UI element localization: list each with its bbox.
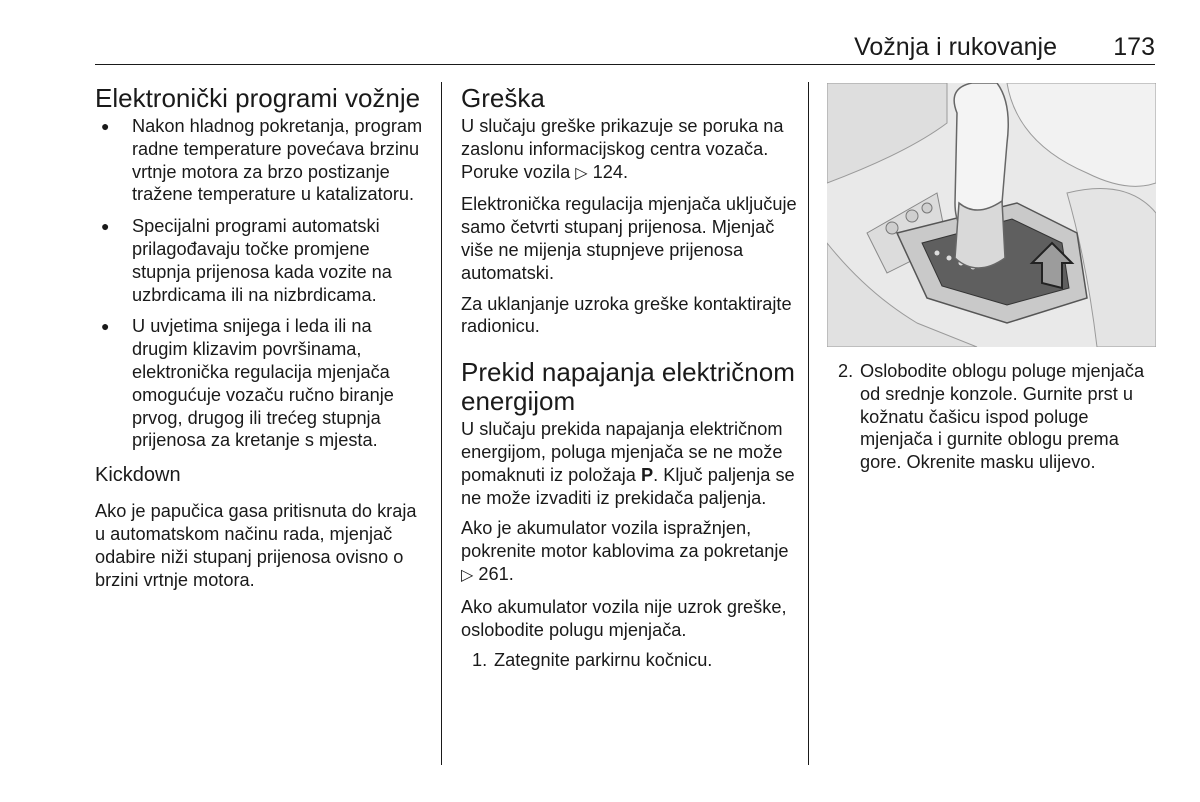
kickdown-paragraph: Ako je papučica gasa pritisnuta do kraja u automatskom načinu rada, mjenjač odabire niži stupanj prijenosa ovisno o brzini vrtnje motora. bbox=[95, 501, 417, 590]
header-title: Vožnja i rukovanje bbox=[854, 33, 1057, 61]
step-item bbox=[838, 360, 1156, 474]
subheading-kickdown: Kickdown bbox=[95, 464, 181, 487]
page-number: 173 bbox=[1113, 33, 1155, 61]
paragraph-text: Ako je akumulator vozila ispražnjen, pokrenite motor kablovima za pokretanje bbox=[461, 518, 789, 562]
column-2 bbox=[461, 84, 801, 672]
page-ref-icon: ▷ bbox=[461, 566, 474, 584]
paragraph-text: U slučaju prekida napajanja električnom energijom, poluga mjenjača se ne može pomaknuti iz položaja bbox=[461, 419, 783, 485]
gear-lever-illustration bbox=[827, 83, 1156, 347]
paragraph-text: . Ključ paljenja se ne može izvaditi iz prekidača paljenja. bbox=[461, 464, 795, 508]
fault-paragraph bbox=[461, 115, 801, 185]
step-list bbox=[838, 360, 1156, 474]
section-heading-driving-programs: Elektronički programi vožnje bbox=[95, 83, 421, 113]
column-3 bbox=[838, 360, 1156, 474]
bullet-item: ● Nakon hladnog pokretanja, program radne temperature povećava brzinu vrtnje motora za brzo postizanje tražene temperature u katalizatoru. bbox=[95, 115, 430, 206]
bullet-list bbox=[95, 115, 430, 452]
page-ref[interactable]: 261. bbox=[478, 563, 514, 584]
bullet-item: ● U uvjetima snijega i leda ili na drugim klizavim površinama, elektronička regulacija mjenjača omogućuje vozaču ručno biranje prvog, drugog ili trećeg stupnja prijenosa za kretanje s mjesta. bbox=[95, 315, 430, 452]
section-heading-power-failure: Prekid napajanja električnom energijom bbox=[461, 357, 795, 417]
paragraph: Za uklanjanje uzroka greške kontaktirajte radionicu. bbox=[461, 293, 792, 337]
column-1 bbox=[95, 84, 430, 599]
paragraph: Elektronička regulacija mjenjača uključuje samo četvrti stupanj prijenosa. Mjenjač više ne mijenja stupnjeve prijenosa automatski. bbox=[461, 194, 797, 283]
header-divider bbox=[95, 64, 1155, 65]
bullet-item: ● Specijalni programi automatski prilagođavaju točke promjene stupnja prijenosa kada vozite na uzbrdicama ili na nizbrdicama. bbox=[95, 215, 430, 306]
step-item bbox=[472, 649, 801, 672]
page-ref[interactable]: 124. bbox=[592, 161, 629, 182]
column-divider-2 bbox=[808, 82, 809, 765]
section-heading-fault: Greška bbox=[461, 83, 545, 113]
step-text: Oslobodite oblogu poluge mjenjača od srednje konzole. Gurnite prst u kožnatu čašicu ispod poluge mjenjača i gurnite oblogu prema gore. Okrenite masku ulijevo. bbox=[860, 361, 1145, 473]
page-ref-icon: ▷ bbox=[575, 164, 588, 182]
column-divider-1 bbox=[441, 82, 442, 765]
fault-text: U slučaju greške prikazuje se poruka na zaslonu informacijskog centra vozača. Poruke vozila bbox=[461, 116, 784, 182]
step-text: Zategnite parkirnu kočnicu. bbox=[494, 650, 713, 671]
battery-paragraph bbox=[461, 517, 801, 587]
step-number: 2. bbox=[838, 361, 854, 381]
position-p-label: P bbox=[640, 464, 654, 485]
power-failure-paragraph bbox=[461, 418, 801, 509]
paragraph: Ako akumulator vozila nije uzrok greške, oslobodite polugu mjenjača. bbox=[461, 596, 787, 640]
step-number: 1. bbox=[472, 650, 488, 671]
step-list bbox=[472, 649, 801, 672]
gear-lever-drawing bbox=[827, 83, 1156, 347]
